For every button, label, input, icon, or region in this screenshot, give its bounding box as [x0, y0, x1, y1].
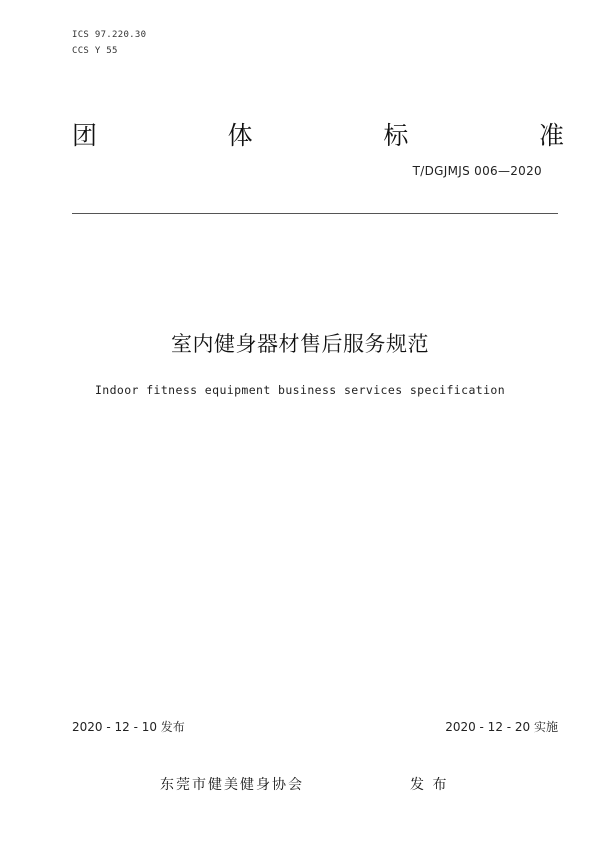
ccs-code: CCS Y 55 [72, 46, 118, 56]
standard-type-heading [72, 116, 564, 152]
ics-code: ICS 97.220.30 [72, 30, 147, 40]
document-title-en: Indoor fitness equipment business services specification [94, 383, 506, 397]
issuer-name: 东莞市健美健身协会 [160, 777, 304, 793]
issue-date: 2020 - 12 - 10 发布 [72, 720, 185, 734]
standard-type-char: 准 [538, 121, 564, 150]
standard-type-char: 团 [72, 121, 98, 150]
publish-label: 发 布 [410, 777, 449, 793]
header-divider [72, 213, 558, 214]
standard-type-char: 标 [383, 121, 409, 150]
document-title-cn: 室内健身器材售后服务规范 [171, 332, 429, 356]
implementation-date: 2020 - 12 - 20 实施 [445, 720, 558, 734]
standard-type-char: 体 [227, 121, 253, 150]
standard-code: T/DGJMJS 006—2020 [412, 164, 542, 178]
